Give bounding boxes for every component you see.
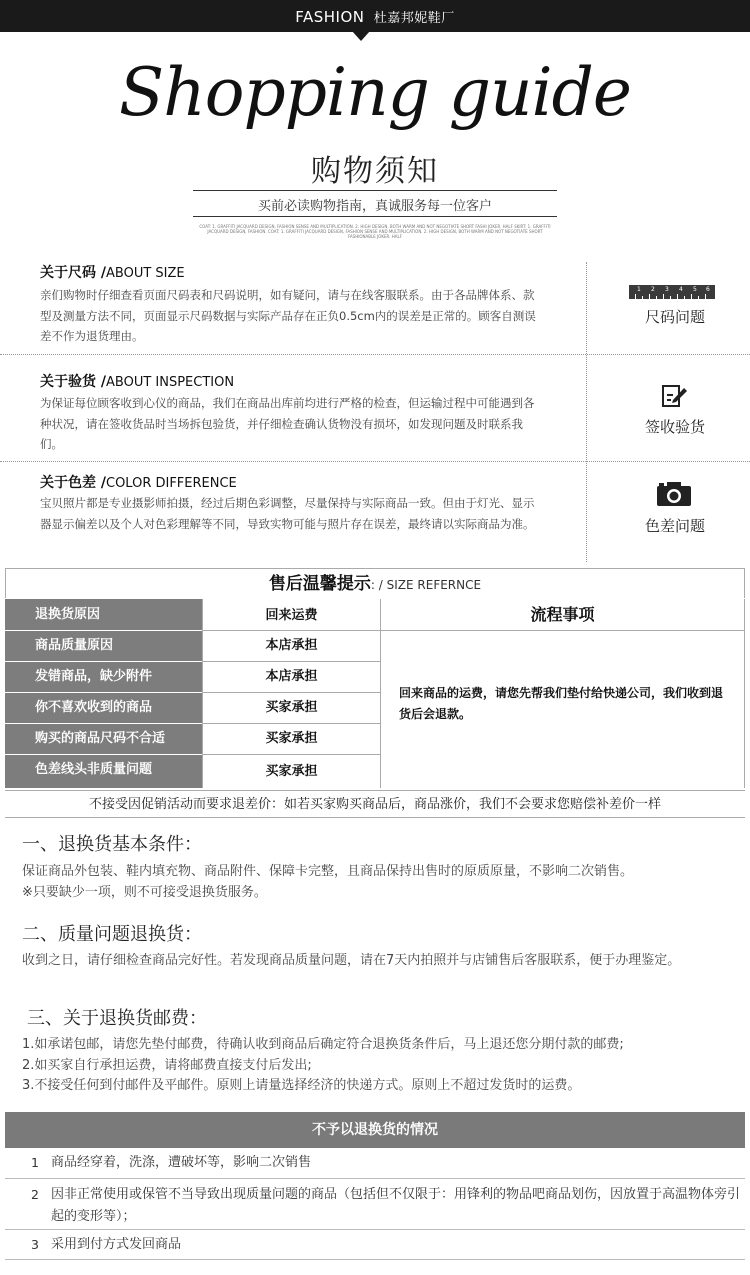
side-label-color: 色差问题 [644,517,705,535]
top-banner [0,0,750,32]
guide-fine-print: COAT: 1. GRAFFITI JACQUARD DESIGN, FASHION SENSE AND MULTIPLICATION. 2. HIGH DESIGN, BOTH WARM AND NOT NEGOTIATE SHORT FASHI JOKER. HALF SKIRT: 1. GRAFFITI JACQUARD DESIGN, FASHION. COAT: 1. GRAFFITI JACQUARD DESIGN, FASHION SENSE AND MULTIPLICATION. 2. HIGH DESIGN, BOTH WARM AND NOT NEGOTIATE SHORT FASHIONABLE JOKER. HALF [199,224,551,239]
table-row-fee: 买家承担 [202,724,380,754]
guide-subtitle: 买前必读购物指南，真诚服务每一位客户 [257,199,492,214]
info-body-size: 亲们购物时仔细查看页面尺码表和尺码说明，如有疑问，请与在线客服联系。由于各品牌体系、款型及测量方法不同，页面显示尺码数据与实际产品存在正负0.5cm内的误差是正常的。顾客自测误差不作为退货理由。 [40,288,536,343]
list-number: 3 [31,1237,39,1252]
table-header-fee: 回来运费 [202,599,380,630]
guide-title-cn: 购物须知 [311,154,439,189]
section-line: ※只要缺少一项，则不可接受退换货服务。 [22,885,267,900]
section-line: 保证商品外包装、鞋内填充物、商品附件、保障卡完整，且商品保持出售时的原质原量，不影响二次销售。 [22,864,634,879]
brand-en: FASHION [295,8,365,26]
info-title-en: COLOR DIFFERENCE [106,476,237,491]
ruler-number: 5 [693,286,697,293]
table-header-reason: 退换货原因 [5,599,202,630]
ruler-number: 1 [637,286,641,293]
info-title-color [40,472,237,492]
banner-arrow-icon [352,31,370,41]
ruler-icon [629,285,715,299]
section-line: 3.不接受任何到付邮件及平邮件。原则上请量选择经济的快递方式。原则上不超过发货时的运费。 [22,1078,581,1093]
info-title-inspection [40,371,234,391]
section-heading-shipping: 三、关于退换货邮费： [27,1008,207,1029]
table-row-reason: 色差线头非质量问题 [5,755,202,788]
ruler-number: 2 [651,286,655,293]
section-heading-quality: 二、质量问题退换货： [22,924,202,945]
section-heading-basic: 一、退换货基本条件： [22,834,202,855]
section-line: 2.如买家自行承担运费，请将邮费直接支付后发出; [22,1058,312,1073]
list-text: 商品经穿着，洗涤，遭破坏等，影响二次销售 [51,1155,312,1170]
table-row-reason: 你不喜欢收到的商品 [5,693,202,723]
ruler-number: 4 [679,286,683,293]
table-row-reason: 商品质量原因 [5,631,202,661]
guide-title: Shopping guide [119,54,631,131]
side-label-size: 尺码问题 [644,308,705,326]
info-body-color: 宝贝照片都是专业摄影师拍摄，经过后期色彩调整，尽量保持与实际商品一致。但由于灯光、显示器显示偏差以及个人对色彩理解等不同，导致实物可能与照片存在误差，最终请以实际商品为准。 [40,496,535,531]
side-label-inspection: 签收验货 [644,418,705,436]
table-header-process: 流程事项 [380,599,745,630]
list-text: 因非正常使用或保管不当导致出现质量问题的商品（包括但不仅限于：用锋利的物品吧商品划伤，因放置于高温物体旁引起的变形等）； [51,1187,741,1224]
info-body-inspection: 为保证每位顾客收到心仪的商品，我们在商品出库前均进行严格的检查，但运输过程中可能遇到各种状况，请在签收货品时当场拆包验货，并仔细检查确认货物没有损坏，如发现问题及时联系我们。 [40,396,535,451]
divider [0,461,750,462]
section-line: 1.如承诺包邮，请您先垫付邮费，待确认收到商品后确定符合退换货条件后，马上退还您分期付款的邮费; [22,1037,624,1052]
info-title-size [40,262,185,282]
table-row-fee: 本店承担 [202,662,380,692]
divider [193,190,557,191]
vertical-divider [586,262,587,562]
price-notice: 不接受因促销活动而要求退差价：如若买家购买商品后，商品涨价，我们不会要求您赔偿补差价一样 [5,790,745,818]
list-text: 采用到付方式发回商品 [51,1237,182,1252]
after-sale-title-cn: 售后温馨提示 [268,574,371,594]
divider [193,216,557,217]
process-text: 回来商品的运费，请您先帮我们垫付给快递公司，我们收到退货后会退款。 [399,686,724,721]
after-sale-title-en: : / SIZE REFERNCE [370,578,482,592]
divider [0,354,750,355]
info-title-en: ABOUT SIZE [106,266,185,281]
table-row-fee: 本店承担 [202,631,380,661]
ruler-number: 6 [706,286,710,293]
sign-edit-icon [661,383,689,409]
ruler-number: 3 [665,286,669,293]
after-sale-title [5,568,745,598]
info-title-cn: 关于验货 / [40,374,106,390]
info-title-cn: 关于尺码 / [40,265,106,281]
list-number: 2 [31,1187,39,1202]
list-number: 1 [31,1155,39,1170]
table-row-fee: 买家承担 [202,755,380,788]
list-item [5,1149,745,1179]
no-return-heading: 不予以退换货的情况 [5,1112,745,1148]
table-row-fee: 买家承担 [202,693,380,723]
table-row-reason: 购买的商品尺码不合适 [5,724,202,754]
info-title-en: ABOUT INSPECTION [106,375,235,390]
section-line: 收到之日，请仔细检查商品完好性。若发现商品质量问题，请在7天内拍照并与店铺售后客服联系，便于办理鉴定。 [22,953,681,968]
list-item [5,1179,745,1230]
table-row-reason: 发错商品，缺少附件 [5,662,202,692]
camera-icon [656,481,692,507]
list-item [5,1230,745,1260]
info-title-cn: 关于色差 / [40,475,106,491]
process-cell [380,630,745,788]
brand-cn: 杜嘉邦妮鞋厂 [373,11,455,26]
